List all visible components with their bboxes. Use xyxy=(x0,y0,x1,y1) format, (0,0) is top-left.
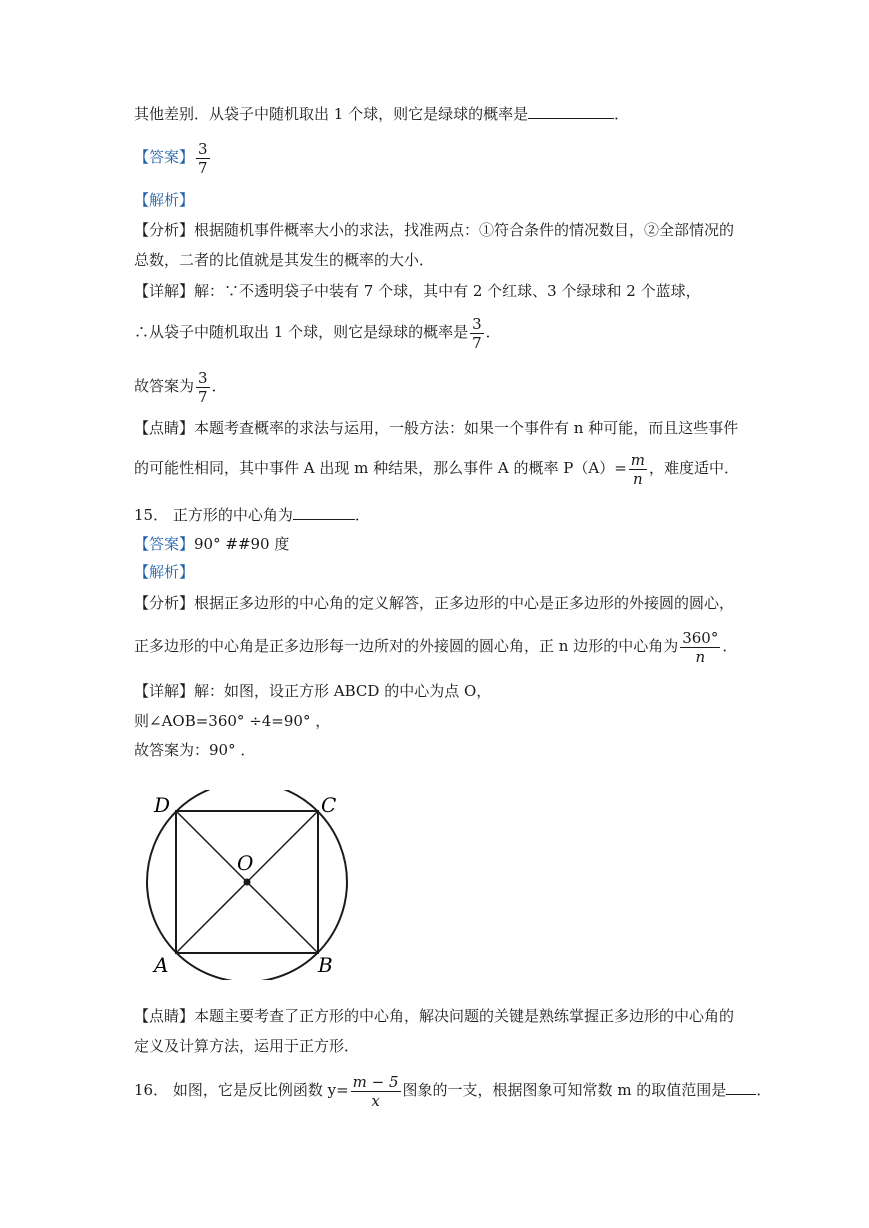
q16-stem xyxy=(134,1068,771,1112)
label-b: B xyxy=(318,953,333,977)
answer-fraction: $\frac{3}{7}$ xyxy=(198,139,208,177)
answer-tag: 【答案】 xyxy=(134,148,195,166)
q14-analysis-tag: 【解析】 xyxy=(134,191,195,209)
q14-fenxi-line2: 总数，二者的比值就是其发生的概率的大小． xyxy=(134,251,435,269)
q15-xiangjie-line3: 故答案为：90° ． xyxy=(134,741,256,759)
label-d: D xyxy=(154,793,171,817)
answer-blank xyxy=(528,104,614,119)
label-a: A xyxy=(154,953,169,977)
label-c: C xyxy=(321,793,337,817)
q15-xiangjie-line1 xyxy=(134,681,491,701)
answer-tag: 【答案】 xyxy=(134,535,195,553)
fenxi-text-2: 正多边形的中心角是正多边形每一边所对的外接圆的圆心角，正 n 边形的中心角为 xyxy=(134,637,679,655)
center-point-o xyxy=(244,879,251,886)
q14-fenxi-line1 xyxy=(134,220,734,240)
xiangjie-text-2: ∴从袋子中随机取出 1 个球，则它是绿球的概率是 xyxy=(134,323,469,341)
dianjing-text: 本题考查概率的求法与运用，一般方法：如果一个事件有 n 种可能，而且这些事件 xyxy=(194,419,739,437)
q14-dianjing-line2 xyxy=(134,446,739,490)
final-end: ． xyxy=(211,377,227,395)
dianjing-tag: 【点睛】 xyxy=(134,419,195,437)
q16-stem-a: 16． 如图，它是反比例函数 y= xyxy=(134,1081,349,1099)
xiangjie-text: 解：∵不透明袋子中装有 7 个球，其中有 2 个红球、3 个绿球和 2 个蓝球， xyxy=(194,282,701,300)
q15-answer xyxy=(134,534,289,554)
q15-fenxi-line1 xyxy=(134,593,734,613)
fenxi-tag: 【分析】 xyxy=(134,221,195,239)
final-prefix: 故答案为 xyxy=(134,377,195,395)
probability-fraction: $\frac{m}{n}$ xyxy=(630,450,645,488)
final-fraction: $\frac{3}{7}$ xyxy=(198,368,208,406)
answer-text: 90° ##90 度 xyxy=(194,535,290,553)
q16-stem-b: 图象的一支，根据图象可知常数 m 的取值范围是 xyxy=(402,1081,727,1099)
answer-blank xyxy=(726,1080,756,1095)
fenxi-tag: 【分析】 xyxy=(134,594,195,612)
dianjing-text-2b: ，难度适中． xyxy=(649,459,740,477)
dianjing-text-2a: 的可能性相同，其中事件 A 出现 m 种结果，那么事件 A 的概率 P（A）= xyxy=(134,459,627,477)
q14-stem-tail xyxy=(134,104,629,124)
q14-stem-text: 其他差别．从袋子中随机取出 1 个球，则它是绿球的概率是 xyxy=(134,105,529,123)
q15-stem-end: ． xyxy=(354,506,370,524)
dianjing-tag: 【点睛】 xyxy=(134,1007,195,1025)
q15-xiangjie-line2: 则∠AOB=360° ÷4=90° ， xyxy=(134,712,331,730)
fenxi-text: 根据随机事件概率大小的求法，找准两点：①符合条件的情况数目，②全部情况的 xyxy=(194,221,735,239)
function-fraction: $\frac{m - 5}{x}$ xyxy=(352,1072,399,1110)
q15-analysis-tag: 【解析】 xyxy=(134,563,195,581)
q15-dianjing-line1 xyxy=(134,1006,734,1026)
q15-fenxi-line2 xyxy=(134,624,737,668)
q14-stem-end: ． xyxy=(614,105,630,123)
q15-stem xyxy=(134,505,370,525)
label-o: O xyxy=(237,851,254,875)
fenxi-end: ． xyxy=(722,637,738,655)
q14-answer xyxy=(134,137,212,177)
xiangjie-tag: 【详解】 xyxy=(134,282,195,300)
q14-xiangjie-line2 xyxy=(134,310,501,354)
xiangjie-tag: 【详解】 xyxy=(134,682,195,700)
q14-final-answer xyxy=(134,364,227,408)
answer-blank xyxy=(293,505,355,520)
central-angle-fraction: $\frac{360^\circ}{n}$ xyxy=(682,628,719,666)
q14-dianjing-line1 xyxy=(134,418,738,438)
xiangjie-text: 解：如图，设正方形 ABCD 的中心为点 O， xyxy=(194,682,492,700)
fenxi-text: 根据正多边形的中心角的定义解答，正多边形的中心是正多边形的外接圆的圆心， xyxy=(194,594,735,612)
dianjing-text: 本题主要考查了正方形的中心角，解决问题的关键是熟练掌握正多边形的中心角的 xyxy=(194,1007,735,1025)
q15-stem-text: 15． 正方形的中心角为 xyxy=(134,506,293,524)
q15-dianjing-line2: 定义及计算方法，运用于正方形． xyxy=(134,1037,360,1055)
xiangjie-fraction: $\frac{3}{7}$ xyxy=(472,314,482,352)
q14-xiangjie-line1 xyxy=(134,281,701,301)
square-circle-figure xyxy=(140,790,360,980)
q16-stem-end: ． xyxy=(756,1081,772,1099)
xiangjie-end: ． xyxy=(485,323,501,341)
